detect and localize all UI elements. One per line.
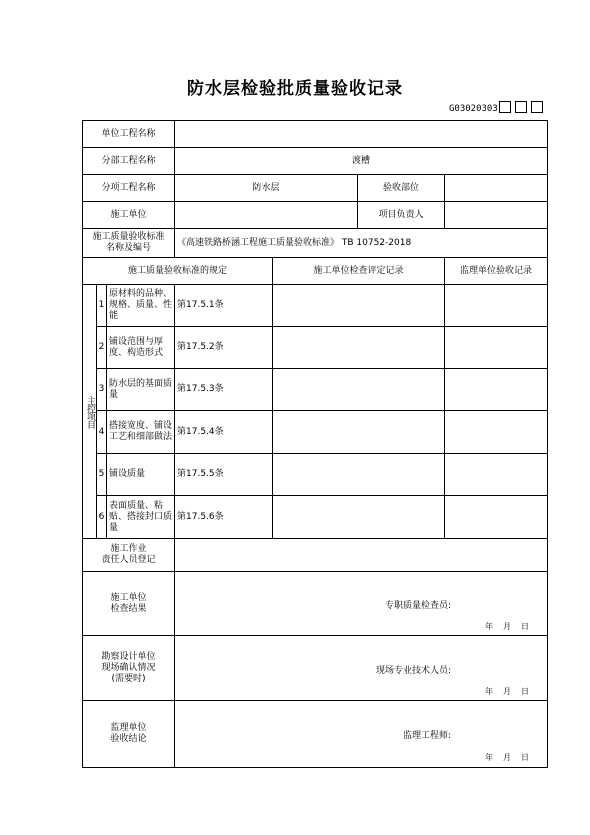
row-personnel	[83, 539, 548, 572]
row-construction-unit	[83, 202, 548, 229]
survey-design-date	[475, 686, 529, 697]
survey-design-field[interactable]	[175, 636, 548, 701]
supervision-engineer-label: 监理工程师:	[402, 731, 452, 741]
construction-result-date	[475, 621, 529, 632]
item-clause: 第17.5.6条	[175, 496, 273, 539]
table-row	[83, 454, 548, 496]
supervision-label-line-2: 验收结论	[110, 734, 147, 744]
table-row	[83, 411, 548, 454]
item-no: 3	[97, 369, 107, 411]
personnel-label-line-2: 责任人员登记	[101, 555, 156, 565]
supervision-label	[83, 701, 175, 768]
quality-inspector-label: 专职质量检查员:	[384, 601, 452, 611]
row-item-project	[83, 175, 548, 202]
item-supervision-record[interactable]	[445, 454, 548, 496]
acceptance-form-table	[82, 120, 548, 768]
header-spec: 施工质量验收标准的规定	[83, 258, 273, 285]
main-control-label	[83, 285, 97, 539]
date-year: 年	[485, 622, 494, 631]
item-desc: 表面质量、粘贴、搭接封口质量	[107, 496, 175, 539]
item-desc: 原材料的品种、规格、质量、性能	[107, 285, 175, 327]
item-supervision-record[interactable]	[445, 327, 548, 369]
item-no: 4	[97, 411, 107, 454]
supervision-field[interactable]	[175, 701, 548, 768]
row-standard	[83, 229, 548, 258]
date-month: 月	[503, 687, 512, 696]
project-name-field[interactable]	[175, 121, 548, 148]
item-clause: 第17.5.4条	[175, 411, 273, 454]
sub-project-label: 分部工程名称	[83, 148, 175, 175]
table-row	[83, 369, 548, 411]
item-no: 1	[97, 285, 107, 327]
item-construction-record[interactable]	[273, 327, 445, 369]
personnel-field[interactable]	[175, 539, 548, 572]
date-month: 月	[503, 753, 512, 762]
construction-result-field[interactable]	[175, 572, 548, 636]
header-supervision-check: 监理单位验收记录	[445, 258, 548, 285]
item-construction-record[interactable]	[273, 411, 445, 454]
header-construction-check: 施工单位检查评定记录	[273, 258, 445, 285]
item-desc: 铺设质量	[107, 454, 175, 496]
supervision-date	[475, 752, 529, 763]
row-column-headers	[83, 258, 548, 285]
standard-label-line-1: 施工质量验收标准	[92, 232, 165, 242]
date-year: 年	[485, 687, 494, 696]
item-supervision-record[interactable]	[445, 285, 548, 327]
survey-design-label	[83, 636, 175, 701]
sub-project-field[interactable]: 渡槽	[175, 148, 548, 175]
item-desc: 铺设范围与厚度、构造形式	[107, 327, 175, 369]
item-clause: 第17.5.2条	[175, 327, 273, 369]
item-desc: 防水层的基面质量	[107, 369, 175, 411]
standard-label	[83, 229, 175, 258]
row-project-name	[83, 121, 548, 148]
survey-design-label-line-2: 现场确认情况	[101, 662, 156, 673]
row-construction-result	[83, 572, 548, 636]
table-row	[83, 496, 548, 539]
acceptance-part-field[interactable]	[445, 175, 548, 202]
survey-design-label-line-3: (需要时)	[111, 673, 146, 684]
acceptance-part-label: 验收部位	[358, 175, 445, 202]
item-construction-record[interactable]	[273, 285, 445, 327]
code-box-1[interactable]	[499, 101, 511, 113]
item-desc: 搭接宽度、铺设工艺和细部做法	[107, 411, 175, 454]
date-month: 月	[503, 622, 512, 631]
item-supervision-record[interactable]	[445, 369, 548, 411]
construction-result-label-line-1: 施工单位	[110, 592, 147, 603]
personnel-label-line-1: 施工作业	[110, 544, 147, 554]
item-clause: 第17.5.3条	[175, 369, 273, 411]
item-no: 6	[97, 496, 107, 539]
standard-label-line-2: 名称及编号	[106, 243, 152, 253]
personnel-label	[83, 539, 175, 572]
supervision-label-line-1: 监理单位	[110, 723, 147, 733]
project-leader-field[interactable]	[445, 202, 548, 229]
item-construction-record[interactable]	[273, 496, 445, 539]
row-sub-project	[83, 148, 548, 175]
date-day: 日	[521, 753, 530, 762]
construction-result-label	[83, 572, 175, 636]
code-box-3[interactable]	[531, 101, 543, 113]
row-supervision	[83, 701, 548, 768]
construction-result-label-line-2: 检查结果	[110, 603, 147, 614]
item-supervision-record[interactable]	[445, 496, 548, 539]
item-clause: 第17.5.5条	[175, 454, 273, 496]
item-project-field[interactable]: 防水层	[175, 175, 358, 202]
table-row	[83, 285, 548, 327]
item-no: 5	[97, 454, 107, 496]
item-construction-record[interactable]	[273, 454, 445, 496]
item-no: 2	[97, 327, 107, 369]
form-code: G03020303	[449, 104, 498, 114]
date-day: 日	[521, 687, 530, 696]
project-leader-label: 项目负责人	[358, 202, 445, 229]
construction-unit-field[interactable]	[175, 202, 358, 229]
code-box-2[interactable]	[515, 101, 527, 113]
site-technician-label: 现场专业技术人员:	[375, 666, 452, 676]
construction-unit-label: 施工单位	[83, 202, 175, 229]
page-title: 防水层检验批质量验收记录	[187, 79, 403, 99]
standard-value: 《高速铁路桥涵工程施工质量验收标准》 TB 10752-2018	[175, 229, 548, 258]
table-row	[83, 327, 548, 369]
item-clause: 第17.5.1条	[175, 285, 273, 327]
date-year: 年	[485, 753, 494, 762]
date-day: 日	[521, 622, 530, 631]
main-control-text: 主控项目	[85, 395, 95, 428]
item-supervision-record[interactable]	[445, 411, 548, 454]
project-name-label: 单位工程名称	[83, 121, 175, 148]
item-project-label: 分项工程名称	[83, 175, 175, 202]
row-survey-design	[83, 636, 548, 701]
item-construction-record[interactable]	[273, 369, 445, 411]
survey-design-label-line-1: 勘察设计单位	[101, 651, 156, 662]
